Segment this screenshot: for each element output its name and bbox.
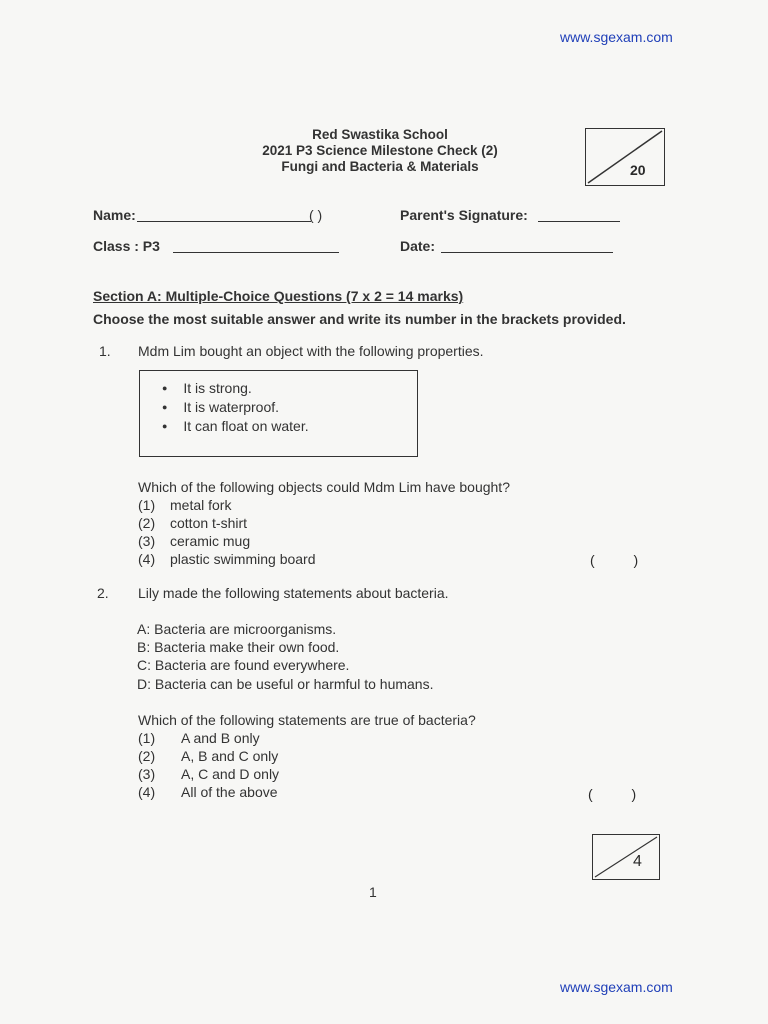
bullet-icon: ● xyxy=(162,402,168,412)
class-field[interactable] xyxy=(173,252,339,253)
page-score-value: 4 xyxy=(633,853,642,870)
exam-topic: Fungi and Bacteria & Materials xyxy=(281,159,479,174)
question-number: 2. xyxy=(97,585,109,601)
statement-item: C: Bacteria are found everywhere. xyxy=(137,657,350,673)
page-score-slash xyxy=(593,835,659,879)
answer-option: (4) plastic swimming board xyxy=(138,551,316,567)
question-prompt: Which of the following statements are true of bacteria? xyxy=(138,712,476,728)
answer-option: (4) All of the above xyxy=(138,784,278,800)
date-label: Date: xyxy=(400,238,436,254)
section-instruction: Choose the most suitable answer and write its number in the brackets provided. xyxy=(93,311,626,327)
answer-option: (3) ceramic mug xyxy=(138,533,251,549)
total-marks-value: 20 xyxy=(630,162,646,178)
bullet-icon: ● xyxy=(162,421,168,431)
name-field[interactable] xyxy=(137,221,311,222)
parent-signature-field[interactable] xyxy=(538,221,620,222)
bottom-website-link[interactable]: www.sgexam.com xyxy=(560,979,673,995)
answer-bracket[interactable]: ( ) xyxy=(590,552,639,568)
statement-item: A: Bacteria are microorganisms. xyxy=(137,621,337,637)
question-prompt: Which of the following objects could Mdm Lim have bought? xyxy=(138,479,510,495)
question-number: 1. xyxy=(99,343,111,359)
exam-title: 2021 P3 Science Milestone Check (2) xyxy=(262,143,498,158)
class-label: Class : P3 xyxy=(93,238,160,254)
parent-signature-label: Parent's Signature: xyxy=(400,207,528,223)
property-item: ● It is strong. xyxy=(162,380,252,396)
register-number-bracket[interactable]: ( ) xyxy=(309,207,323,223)
statement-item: B: Bacteria make their own food. xyxy=(137,639,340,655)
school-name: Red Swastika School xyxy=(312,127,448,142)
question-stem: Lily made the following statements about bacteria. xyxy=(138,585,449,601)
page-score-box xyxy=(592,834,660,880)
total-marks-slash xyxy=(586,129,664,185)
answer-option: (1) A and B only xyxy=(138,730,260,746)
answer-option: (3) A, C and D only xyxy=(138,766,280,782)
question-stem: Mdm Lim bought an object with the following properties. xyxy=(138,343,484,359)
name-label: Name: xyxy=(93,207,136,223)
total-marks-box xyxy=(585,128,665,186)
property-item: ● It is waterproof. xyxy=(162,399,280,415)
answer-option: (1) metal fork xyxy=(138,497,232,513)
bullet-icon: ● xyxy=(162,383,168,393)
answer-option: (2) cotton t-shirt xyxy=(138,515,248,531)
answer-option: (2) A, B and C only xyxy=(138,748,279,764)
statement-item: D: Bacteria can be useful or harmful to humans. xyxy=(137,676,434,692)
answer-bracket[interactable]: ( ) xyxy=(588,786,637,802)
page-number: 1 xyxy=(369,884,377,900)
date-field[interactable] xyxy=(441,252,613,253)
properties-box xyxy=(139,370,418,457)
section-title: Section A: Multiple-Choice Questions (7 x 2 = 14 marks) xyxy=(93,288,464,304)
top-website-link[interactable]: www.sgexam.com xyxy=(560,29,673,45)
property-item: ● It can float on water. xyxy=(162,418,309,434)
